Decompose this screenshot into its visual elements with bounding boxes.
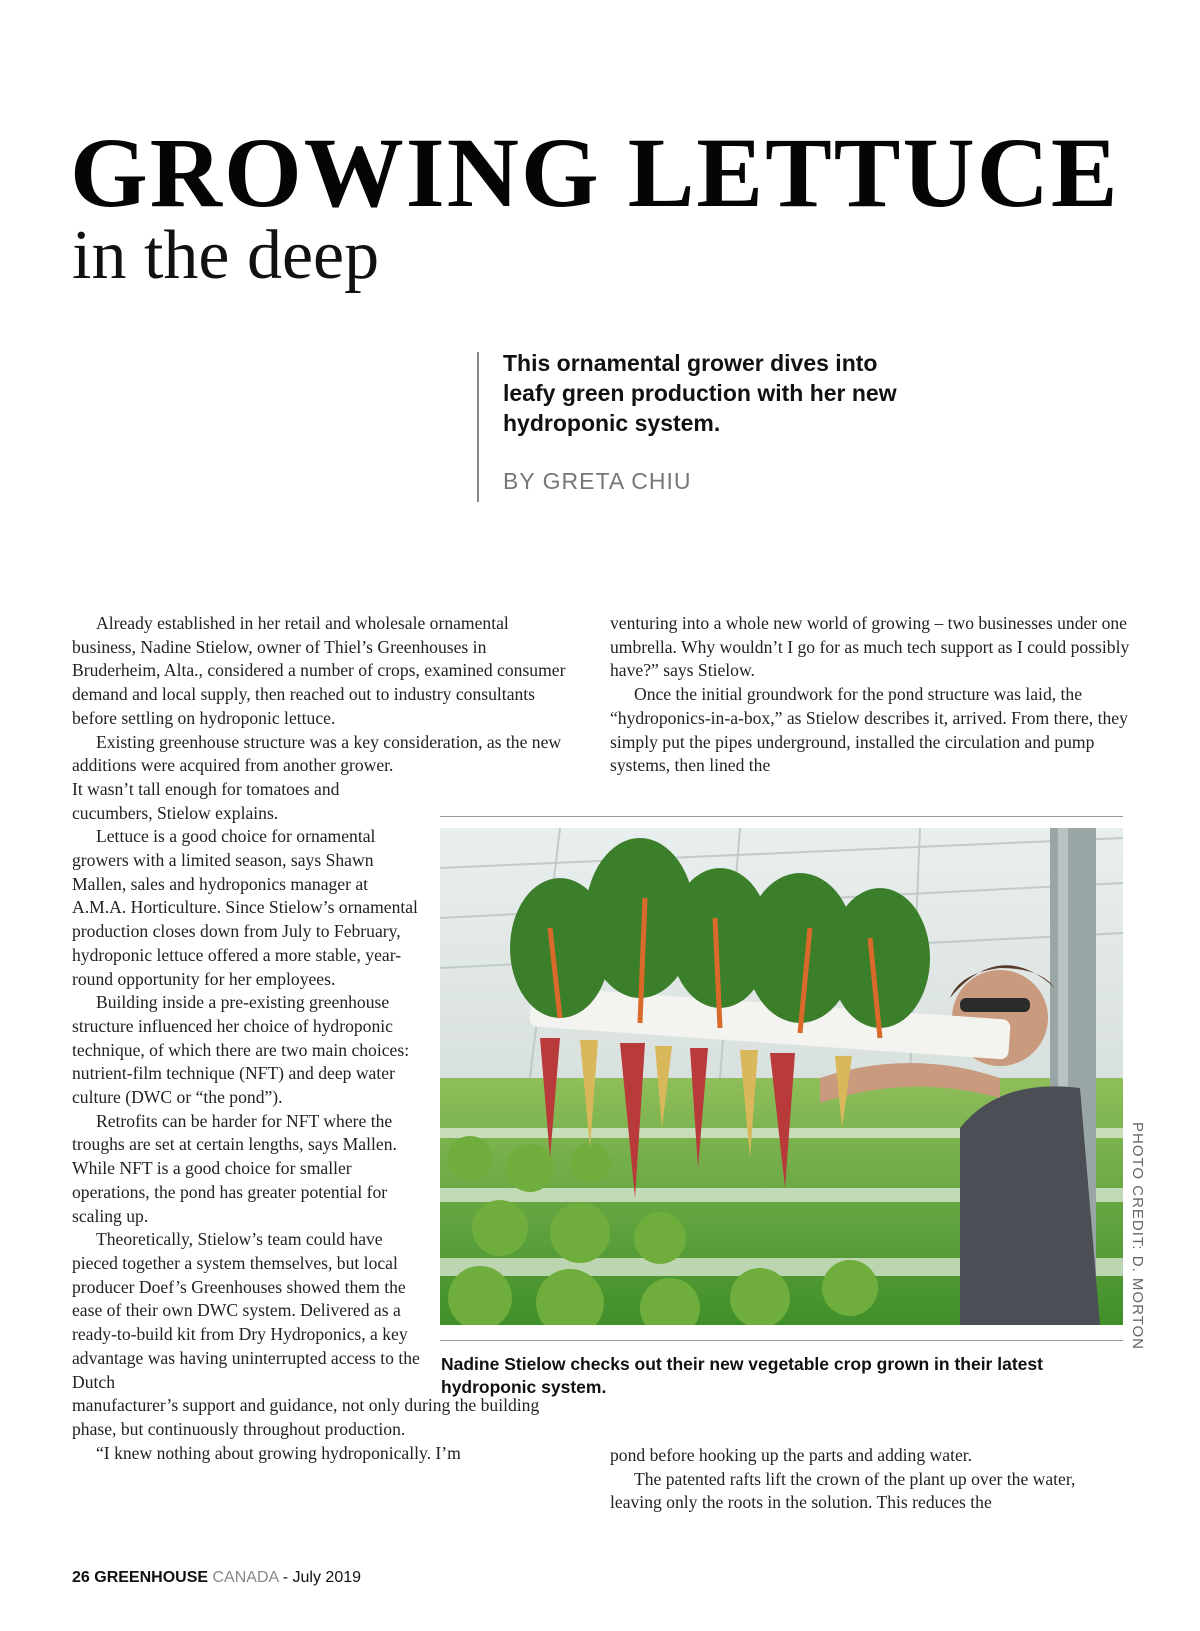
photo-rule-top — [440, 816, 1123, 817]
body-text: It wasn’t tall enough for tomatoes and cucumbers, Stielow explains. — [72, 778, 340, 823]
body-paragraph — [72, 731, 577, 778]
magazine-name: GREENHOUSE — [94, 1569, 209, 1586]
deck-divider — [477, 352, 479, 502]
body-column-right-bottom — [610, 1444, 1130, 1515]
body-column-right-top — [610, 612, 1130, 778]
page-number: 26 — [72, 1569, 90, 1586]
body-paragraph: Lettuce is a good choice for ornamental growers with a limited season, says Shawn Mallen, sales and hydroponics manager at A.M.A. Horticulture. Since Stielow’s ornamental production closes down from July to February, hydroponic lettuce offered a more stable, year-round opportunity for her employees. — [72, 826, 418, 989]
photo-credit: PHOTO CREDIT: D. MORTON — [1129, 1122, 1146, 1351]
magazine-name-light: CANADA — [212, 1569, 279, 1586]
headline-sub: in the deep — [72, 217, 380, 294]
byline: BY GRETA CHIU — [503, 468, 692, 494]
body-text: Existing greenhouse structure was a key consideration, as the new additions were acquired from another grower. — [72, 731, 562, 776]
body-paragraph: Theoretically, Stielow’s team could have pieced together a system themselves, but local producer Doef’s Greenhouses showed them the ease of their own DWC system. Delivered as a ready-to-build kit from Dry Hydroponics, a key advantage was having uninterrupted access to the Dutch — [72, 1229, 420, 1392]
body-paragraph: Already established in her retail and wholesale ornamental business, Nadine Stielow, owner of Thiel’s Greenhouses in Bruderheim, Alta., considered a number of crops, examined consumer demand and local supply, then reached out to industry consultants before settling on hydroponic lettuce. — [72, 613, 566, 728]
greenhouse-photo-illustration — [440, 828, 1123, 1325]
body-paragraph: Retrofits can be harder for NFT where the troughs are set at certain lengths, says Mallen. While NFT is a good choice for smaller operations, the pond has greater potential for scaling up. — [72, 1110, 397, 1226]
body-paragraph: The patented rafts lift the crown of the plant up over the water, leaving only the roots in the solution. This reduces the — [610, 1468, 1076, 1513]
body-paragraph: “I knew nothing about growing hydroponically. I’m — [96, 1442, 461, 1463]
issue-date: - July 2019 — [282, 1569, 362, 1586]
page-footer — [72, 1569, 361, 1587]
headline-main: GROWING LETTUCE — [70, 117, 1120, 228]
article-deck: This ornamental grower dives into leafy green production with her new hydroponic system. — [503, 350, 897, 436]
body-text: pond before hooking up the parts and adding water. — [610, 1445, 973, 1465]
article-photo — [440, 828, 1123, 1325]
body-text: manufacturer’s support and guidance, not only during the building phase, but continuously throughout production. — [72, 1395, 540, 1439]
body-paragraph: Once the initial groundwork for the pond structure was laid, the “hydroponics-in-a-box,” as Stielow describes it, arrived. From there, they simply put the pipes underground, installed the circulation and pump systems, then lined the — [610, 684, 1128, 776]
photo-rule-bottom — [440, 1340, 1123, 1341]
body-paragraph: Building inside a pre-existing greenhouse structure influenced her choice of hydroponic technique, of which there are two main choices: nutrient-film technique (NFT) and deep water culture (DWC or “the pond”). — [72, 992, 410, 1108]
photo-caption: Nadine Stielow checks out their new vegetable crop grown in their latest hydroponic system. — [441, 1354, 1043, 1397]
body-text: venturing into a whole new world of growing – two businesses under one umbrella. Why wouldn’t I go for as much tech support as I could possibly have?” says Stielow. — [610, 613, 1130, 681]
